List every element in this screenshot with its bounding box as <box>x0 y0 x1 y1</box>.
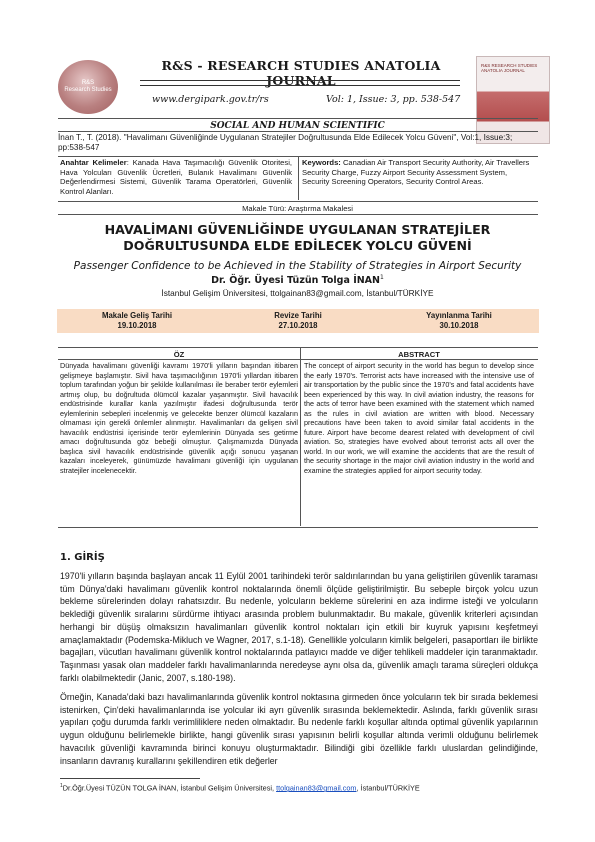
logo-text: R&S Research Studies <box>64 80 112 93</box>
abstract-tr-heading: ÖZ <box>173 350 185 359</box>
header-rule-top <box>140 80 460 81</box>
abstract-en-heading: ABSTRACT <box>398 350 440 359</box>
date-received-value: 19.10.2018 <box>117 320 157 330</box>
date-published <box>379 311 539 330</box>
journal-logo <box>58 60 118 114</box>
keywords-tr <box>60 158 292 196</box>
date-revised <box>218 311 378 330</box>
header-rule-top-2 <box>140 85 460 86</box>
section-1-heading: 1. GİRİŞ <box>60 552 105 563</box>
journal-title: R&S - RESEARCH STUDIES ANATOLIA JOURNAL <box>161 58 441 88</box>
keywords-tr-label: Anahtar Kelimeler <box>60 158 127 167</box>
volume-info: Vol: 1, Issue: 3, pp. 538-547 <box>326 94 461 105</box>
footnote <box>60 783 540 792</box>
footnote-text-after: , İstanbul/TÜRKİYE <box>356 783 420 793</box>
article-type: Makale Türü: Araştırma Makalesi <box>242 204 353 213</box>
keywords-en <box>302 158 534 187</box>
article-type-rule <box>58 214 538 215</box>
abstract-rule-top <box>58 347 538 348</box>
abstract-rule-bottom <box>58 527 538 528</box>
abstract-en-text: The concept of airport security in the world has begun to develop since the early 1970's. Terrorist acts have increased with the intensive use of air transportation by the public since the 1970's and fatal accidents have been experienced by this way. In civil aviation industry, the reasons for the acts of terror have been examined with the statement which named as the rules in civil aviation are written with blood. Necessary precautions have been taken to avoid similar fatal accidents in the future. Airport have become dearest related with development of civil aviation. So, strategies have evolved about terrorist acts all over the world. In our work, we will examine the accidents that are the result of the security shortage in the major civil aviation industry in the world and examine the strategies applied for airport security today. <box>304 361 534 475</box>
date-revised-value: 27.10.2018 <box>278 320 318 330</box>
section-rule-bottom <box>58 131 538 132</box>
title-tr: HAVALİMANI GÜVENLİĞİNDE UYGULANAN STRATEJİLER DOĞRULTUSUNDA ELDE EDİLECEK YOLCU GÜVENİ <box>104 222 491 253</box>
author-affiliation: İstanbul Gelişim Üniversitesi, ttolgainan83@gmail.com, İstanbul/TÜRKİYE <box>161 288 434 298</box>
abstract-divider <box>300 348 301 526</box>
date-published-label: Yayınlanma Tarihi <box>426 311 492 320</box>
title-en: Passenger Confidence to be Achieved in the Stability of Strategies in Airport Security <box>73 260 522 272</box>
date-received <box>57 311 217 330</box>
dates-box <box>57 309 539 333</box>
cover-title: R&S RESEARCH STUDIES ANATOLIA JOURNAL <box>481 63 538 73</box>
date-received-label: Makale Geliş Tarihi <box>101 311 173 320</box>
keywords-divider <box>298 157 299 200</box>
abstract-rule-mid <box>58 359 538 360</box>
footnote-rule <box>60 778 200 779</box>
body-paragraph: 1970'li yılların başında başlayan ancak 11 Eylül 2001 tarihindeki terör saldırılarından bu yana geliştirilen güvenlik taraması tüm Dünya'daki havalimanı güvenlik kontrol noktalarında önemli ölçüde geliştirilmiştir. Bu sebeple birçok yolcu uzun bekleme sürelerinden dolayı rahatsızdır. Bu nedenle, yolcuların bekleme sürelerini en aza indirme isteği ve yolcuların beklediği güvenlik sıralarını sürdürme ihtiyacı arasında problem bulunmaktadır. Bu makale, güvenlik kriterleri açısından herhangi bir düşüş olmaksızın havalimanları güvenlik kontrol noktaları için etkili bir kuyruk yapısını keşfetmeyi amaçlamaktadır (Podemska-Mikluch ve Wagner, 2017, s.1-18). Genellikle yolcuların kimlik belgeleri, pasaportları ile birlikte bagajları, vücutları havalimanı güvenlik kontrol noktalarında patlayıcı madde ve diğer tehlikeli maddeler için taranmaktadır. Taşınması yasak olan maddeler farklı havalimanlarında neredeyse aynı olsa da, güvenlik amaçlı tarama süreçleri oldukça farklı olabilmektedir (Janic, 2007, s.180-198). <box>60 571 538 683</box>
footnote-text: Dr.Öğr.Üyesi TÜZÜN TOLGA İNAN, İstanbul Gelişim Üniversitesi, <box>62 783 277 793</box>
citation: İnan T., T. (2018). "Havalimanı Güvenliğinde Uygulanan Stratejiler Doğrultusunda Elde Edilecek Yolcu Güveni", Vol:1, Issue:3; pp:538-547 <box>58 133 513 152</box>
body-paragraph: Örneğin, Kanada'daki bazı havalimanlarında güvenlik kontrol noktasına girmeden önce yolcuların tek bir sırada beklemesi istenirken, Çin'deki havalimanlarında ise yolcular iki ayrı güvenlik sırasında beklemektedir. Aslında, farklı güvenlik sırası yapıları çoğu durumda farklı verimliliklere neden olmaktadır. Bu nedenle farklı koşullar altında optimal güvenlik yapılarının uygun olduğunu belirlemekle birlikte, hangi güvenlik sırası yapısının belirli koşullar altında verimli olduğunu belirlemek havacılık güvenliği kavramında birinci konuyu oluşturmaktadır. Bilindiği gibi özellikle farklı uluslardan gelindiğinde, insanların davranış kurallarını şekillendiren etik değerler <box>60 692 538 766</box>
keywords-rule-bottom <box>58 201 538 202</box>
keywords-tr-text: : Kanada Hava Taşımacılığı Güvenlik Otoritesi, Hava Yolcuları Güvenlik Ücretleri, Bulanık Havalimanı Güvenlik Değerlendirmesi Sistemi, Güvenlik Tarama Operatörleri, Güvenlik Kontrol Alanları. <box>60 158 292 196</box>
keywords-en-label: Keywords: <box>302 158 341 167</box>
date-revised-label: Revize Tarihi <box>274 311 322 320</box>
footnote-marker: 1 <box>60 783 63 789</box>
footnote-email-link[interactable]: ttolgainan83@gmail.com <box>276 783 357 793</box>
abstract-tr-text: Dünyada havalimanı güvenliği kavramı 1970'li yılların başından itibaren gelişmeye başlamıştır. Sivil hava taşımacılığının 1970'li yıllardan itibaren toplum tarafından yoğun bir şekilde kullanılması ile beraber terör eylemleri artmış olup, bu doğrultuda ölümcül kazalar yaşanmıştır. Sivil havacılık endüstrisinde kurallar kanla yazılmıştır ifadesi doğrultusunda terör eylemlerinin sebepleri incelenmiş ve gelecekte benzer ölümcül kazaların olmaması için gerekli önlemler alınmıştır. Havalimanları da gelişen sivil havacılık endüstrisi içerisinde terör eylemlerinin Dünyada ses getirme amacı doğrultusunda göz bebeği olmuştur. Çalışmamızda Dünyada başlıca sivil havacılık endüstrisinde güvenlik açığı sonucu yaşanan kazaları inceleyerek, günümüzde havalimanı güvenliği için uygulanan stratejiler incelenecektir. <box>60 361 298 475</box>
journal-website[interactable]: www.dergipark.gov.tr/rs <box>152 94 269 105</box>
section-rule <box>58 118 538 119</box>
date-published-value: 30.10.2018 <box>439 320 479 330</box>
keywords-en-text: Canadian Air Transport Security Authority, Air Travellers Security Charge, Fuzzy Airport Security Assessment System, Security Screening Operators, Security Control Areas. <box>302 158 530 187</box>
author-footnote-marker: 1 <box>380 274 384 281</box>
author-name-text: Dr. Öğr. Üyesi Tüzün Tolga İNAN <box>211 275 380 287</box>
section-heading: SOCIAL AND HUMAN SCIENTIFIC <box>210 121 385 131</box>
author-name <box>0 274 595 286</box>
